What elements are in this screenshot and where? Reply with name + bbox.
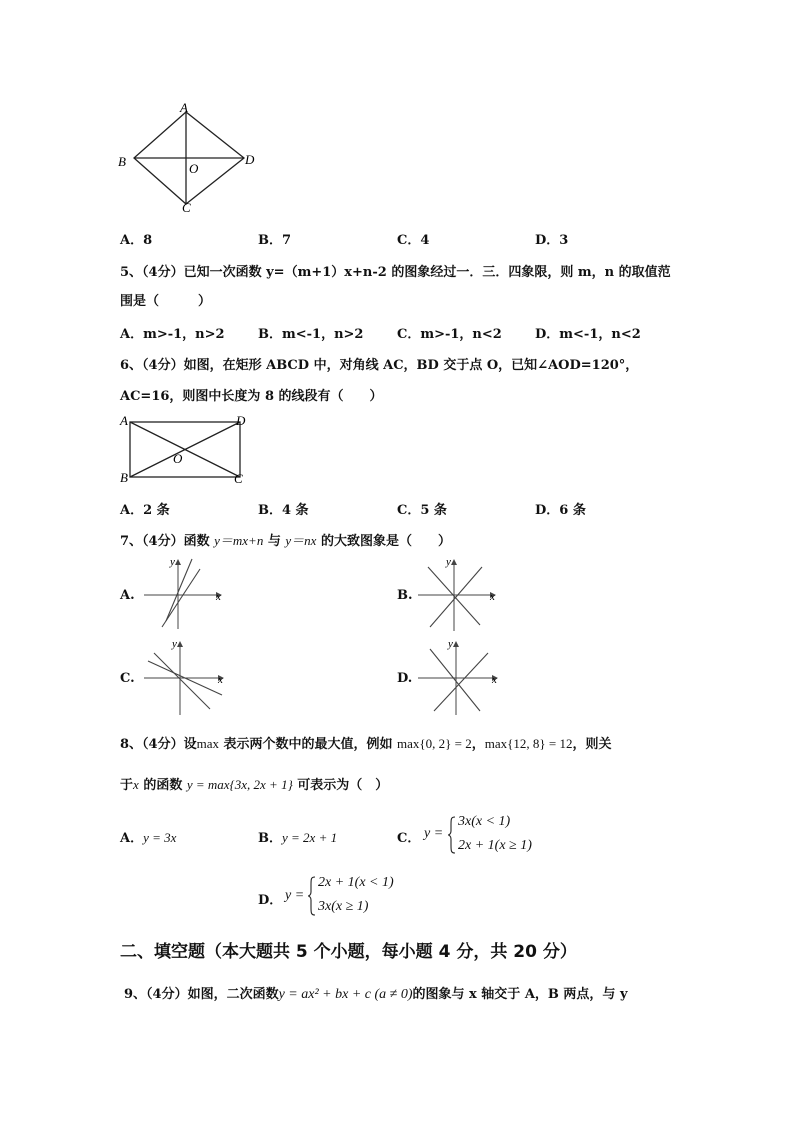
q8-option-d-brace bbox=[307, 875, 317, 917]
q9-prefix: 9、（4分）如图，二次函数 bbox=[124, 987, 279, 1002]
q8-text3: ，则关 bbox=[572, 737, 612, 752]
q8-option-d-case1: 2x + 1(x < 1) bbox=[318, 875, 394, 890]
q5-stem-line1: 5、（4分）已知一次函数 y=（m+1）x+n-2 的图象经过一．三．四象限，则 m，n 的取值范 bbox=[120, 265, 671, 280]
q7-graph-c bbox=[140, 637, 232, 717]
q5-option-a: A．m>-1，n>2 bbox=[120, 327, 225, 342]
q7-function-1: y＝mx+n bbox=[214, 533, 264, 548]
q8-stem-line1 bbox=[120, 733, 611, 752]
q8-line2-prefix: 于 bbox=[120, 778, 134, 793]
rect-label-o: O bbox=[173, 451, 183, 466]
q8-comma: ， bbox=[471, 737, 485, 752]
rect-label-c: C bbox=[234, 471, 243, 486]
q9-function: y = ax² + bx + c (a ≠ 0) bbox=[278, 987, 413, 1002]
q7-suffix: 的大致图象是（ ） bbox=[316, 534, 451, 549]
rectangle-figure bbox=[112, 410, 262, 490]
section-2-heading: 二、填空题（本大题共 5 个小题，每小题 4 分，共 20 分） bbox=[120, 942, 577, 962]
q7b-axis-x: x bbox=[490, 591, 495, 603]
q8-stem-line2 bbox=[120, 774, 388, 793]
q8-example-2: max{12, 8} = 12 bbox=[484, 736, 573, 751]
q8-option-d-y: y = bbox=[285, 888, 305, 903]
q5-stem-line2: 围是（ ） bbox=[120, 294, 212, 309]
q7-prefix: 7、（4分）函数 bbox=[120, 534, 215, 549]
q6-option-c: C．5 条 bbox=[397, 503, 447, 518]
q7d-axis-y: y bbox=[448, 638, 453, 650]
rhombus-figure bbox=[112, 100, 272, 215]
q8-option-c-label: C． bbox=[397, 831, 421, 846]
q4-option-c: C．4 bbox=[397, 233, 430, 248]
q7c-axis-y: y bbox=[172, 638, 177, 650]
q7a-axis-y: y bbox=[170, 556, 175, 568]
rect-label-a: A bbox=[120, 413, 128, 428]
q7-stem bbox=[120, 530, 451, 549]
q4-option-d: D．3 bbox=[535, 233, 569, 248]
q8-option-c-case1: 3x(x < 1) bbox=[458, 814, 511, 829]
q7a-axis-x: x bbox=[216, 591, 221, 603]
q8-max-word: max bbox=[196, 736, 219, 751]
q7-function-2: y＝nx bbox=[285, 533, 317, 548]
q9-suffix: 的图象与 x 轴交于 A，B 两点，与 y bbox=[412, 987, 628, 1002]
q8-option-b-label: B． bbox=[258, 831, 282, 846]
q8-text2: 表示两个数中的最大值，例如 bbox=[218, 737, 398, 752]
q6-stem-line1: 6、（4分）如图，在矩形 ABCD 中，对角线 AC，BD 交于点 O，已知∠AOD=120°， bbox=[120, 358, 639, 373]
q4-option-b: B．7 bbox=[258, 233, 292, 248]
q7-graph-b bbox=[414, 555, 504, 633]
q5-option-c: C．m>-1，n<2 bbox=[397, 327, 502, 342]
q7b-axis-y: y bbox=[446, 556, 451, 568]
rhombus-label-a: A bbox=[180, 100, 188, 115]
q8-line2-mid: 的函数 bbox=[138, 778, 187, 793]
q7-mid: 与 bbox=[263, 534, 286, 549]
rect-label-b: B bbox=[120, 470, 128, 485]
q7-graph-a bbox=[140, 555, 230, 633]
rhombus-label-b: B bbox=[118, 154, 126, 169]
rhombus-label-o: O bbox=[189, 161, 199, 176]
q8-option-d-case2: 3x(x ≥ 1) bbox=[318, 899, 369, 914]
q7c-axis-x: x bbox=[218, 674, 223, 686]
q8-option-c-case2: 2x + 1(x ≥ 1) bbox=[458, 838, 532, 853]
q8-option-b-expr: y = 2x + 1 bbox=[282, 830, 338, 845]
q8-option-a-label: A． bbox=[120, 831, 144, 846]
q9-stem bbox=[124, 983, 628, 1003]
q5-option-b: B．m<-1，n>2 bbox=[258, 327, 364, 342]
rhombus-label-d: D bbox=[245, 152, 255, 167]
q8-example-1: max{0, 2} = 2 bbox=[397, 736, 472, 751]
rhombus-label-c: C bbox=[182, 200, 191, 215]
q8-option-a bbox=[120, 827, 176, 846]
q7-option-b-label: B. bbox=[397, 588, 413, 603]
q6-option-d: D．6 条 bbox=[535, 503, 586, 518]
q8-option-a-expr: y = 3x bbox=[143, 830, 177, 845]
q8-option-c-y: y = bbox=[424, 826, 444, 841]
q7-option-d-label: D. bbox=[397, 671, 413, 686]
q8-prefix: 8、（4分）设 bbox=[120, 737, 197, 752]
q7-option-c-label: C. bbox=[120, 671, 135, 686]
q8-line2-suffix: 可表示为（ ） bbox=[292, 778, 389, 793]
q7-option-a-label: A. bbox=[120, 588, 135, 603]
q5-option-d: D．m<-1，n<2 bbox=[535, 327, 641, 342]
q6-option-b: B．4 条 bbox=[258, 503, 309, 518]
q8-var-x: x bbox=[133, 777, 139, 792]
q4-option-a: A．8 bbox=[120, 233, 153, 248]
q8-option-b bbox=[258, 827, 337, 846]
q6-stem-line2: AC=16，则图中长度为 8 的线段有（ ） bbox=[120, 389, 383, 404]
q6-option-a: A．2 条 bbox=[120, 503, 170, 518]
q7-graph-d bbox=[414, 637, 506, 717]
rect-label-d: D bbox=[236, 413, 246, 428]
q7d-axis-x: x bbox=[492, 674, 497, 686]
q8-option-d-label: D． bbox=[258, 893, 283, 908]
q8-option-c-brace bbox=[447, 815, 457, 855]
q8-function: y = max{3x, 2x + 1} bbox=[186, 777, 293, 792]
